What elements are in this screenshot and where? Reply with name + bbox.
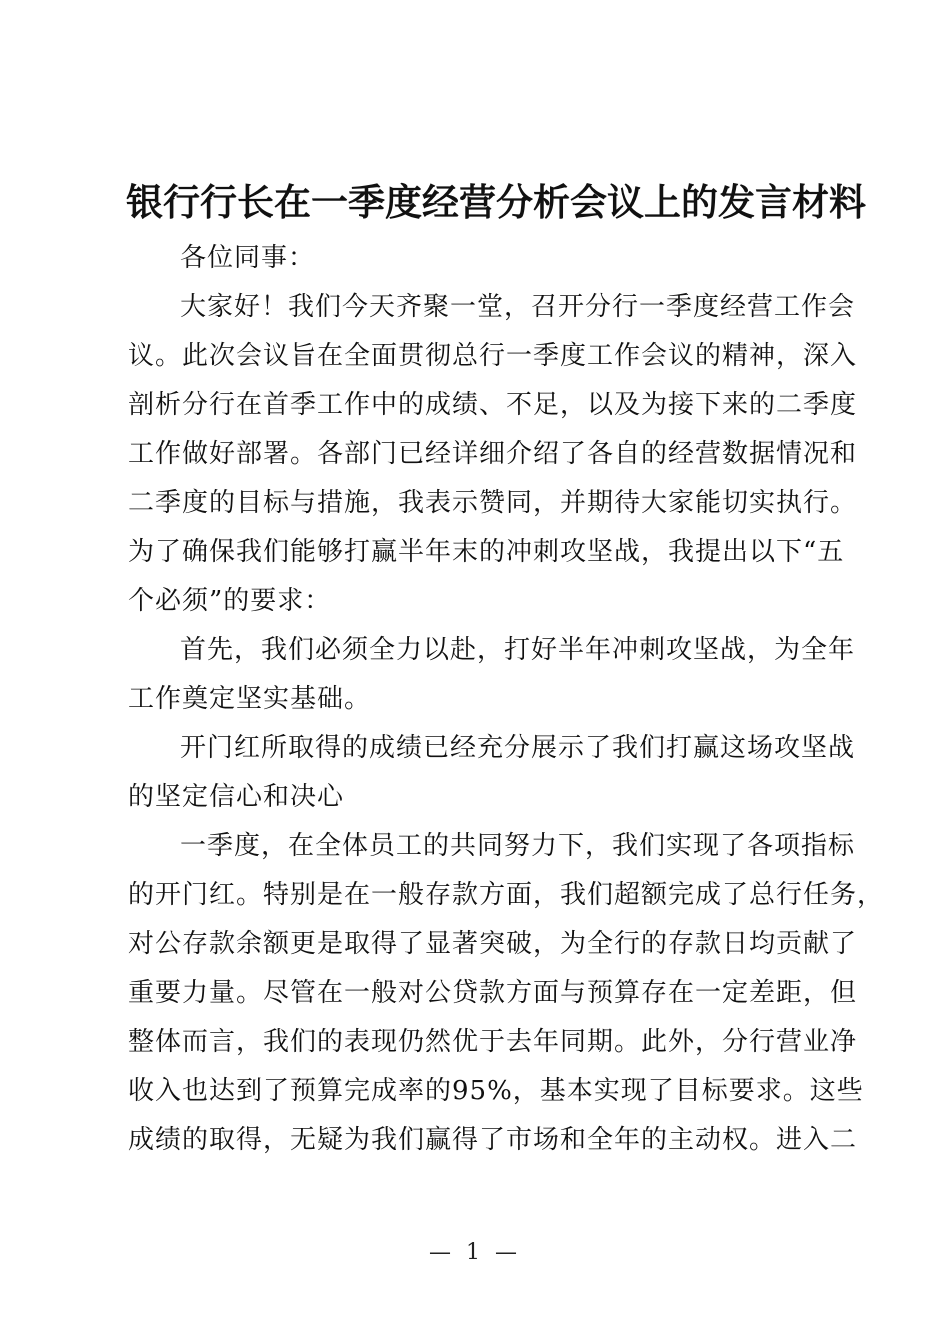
paragraph-line: 对公存款余额更是取得了显著突破，为全行的存款日均贡献了 bbox=[128, 929, 858, 959]
section-heading-line: 的坚定信心和决心 bbox=[128, 782, 345, 812]
paragraph-line: 二季度的目标与措施，我表示赞同，并期待大家能切实执行。 bbox=[128, 488, 858, 518]
paragraph-line: 工作做好部署。各部门已经详细介绍了各自的经营数据情况和 bbox=[128, 439, 858, 469]
paragraph-line: 剖析分行在首季工作中的成绩、不足，以及为接下来的二季度 bbox=[128, 390, 858, 420]
document-body bbox=[128, 234, 885, 1165]
paragraph-line: 收入也达到了预算完成率的95%，基本实现了目标要求。这些 bbox=[128, 1076, 864, 1106]
salutation-line: 各位同事： bbox=[180, 243, 316, 273]
paragraph-line: 成绩的取得，无疑为我们赢得了市场和全年的主动权。进入二 bbox=[128, 1125, 858, 1155]
page-number: — 1 — bbox=[429, 1240, 521, 1265]
document-title: 银行行长在一季度经营分析会议上的发言材料 bbox=[126, 180, 866, 224]
paragraph-line: 重要力量。尽管在一般对公贷款方面与预算存在一定差距，但 bbox=[128, 978, 858, 1008]
section-heading-line: 开门红所取得的成绩已经充分展示了我们打赢这场攻坚战 bbox=[180, 733, 856, 763]
paragraph-line: 为了确保我们能够打赢半年末的冲刺攻坚战，我提出以下“五 bbox=[128, 537, 845, 567]
paragraph-line: 议。此次会议旨在全面贯彻总行一季度工作会议的精神，深入 bbox=[128, 341, 858, 371]
paragraph-line: 工作奠定坚实基础。 bbox=[128, 684, 372, 714]
paragraph-line: 的开门红。特别是在一般存款方面，我们超额完成了总行任务， bbox=[128, 880, 885, 910]
paragraph-line: 个必须”的要求： bbox=[128, 586, 332, 616]
paragraph-line: 首先，我们必须全力以赴，打好半年冲刺攻坚战，为全年 bbox=[180, 635, 856, 665]
paragraph-line: 一季度，在全体员工的共同努力下，我们实现了各项指标 bbox=[180, 831, 856, 861]
paragraph-line: 整体而言，我们的表现仍然优于去年同期。此外，分行营业净 bbox=[128, 1027, 858, 1057]
paragraph-line: 大家好！我们今天齐聚一堂，召开分行一季度经营工作会 bbox=[180, 292, 856, 322]
